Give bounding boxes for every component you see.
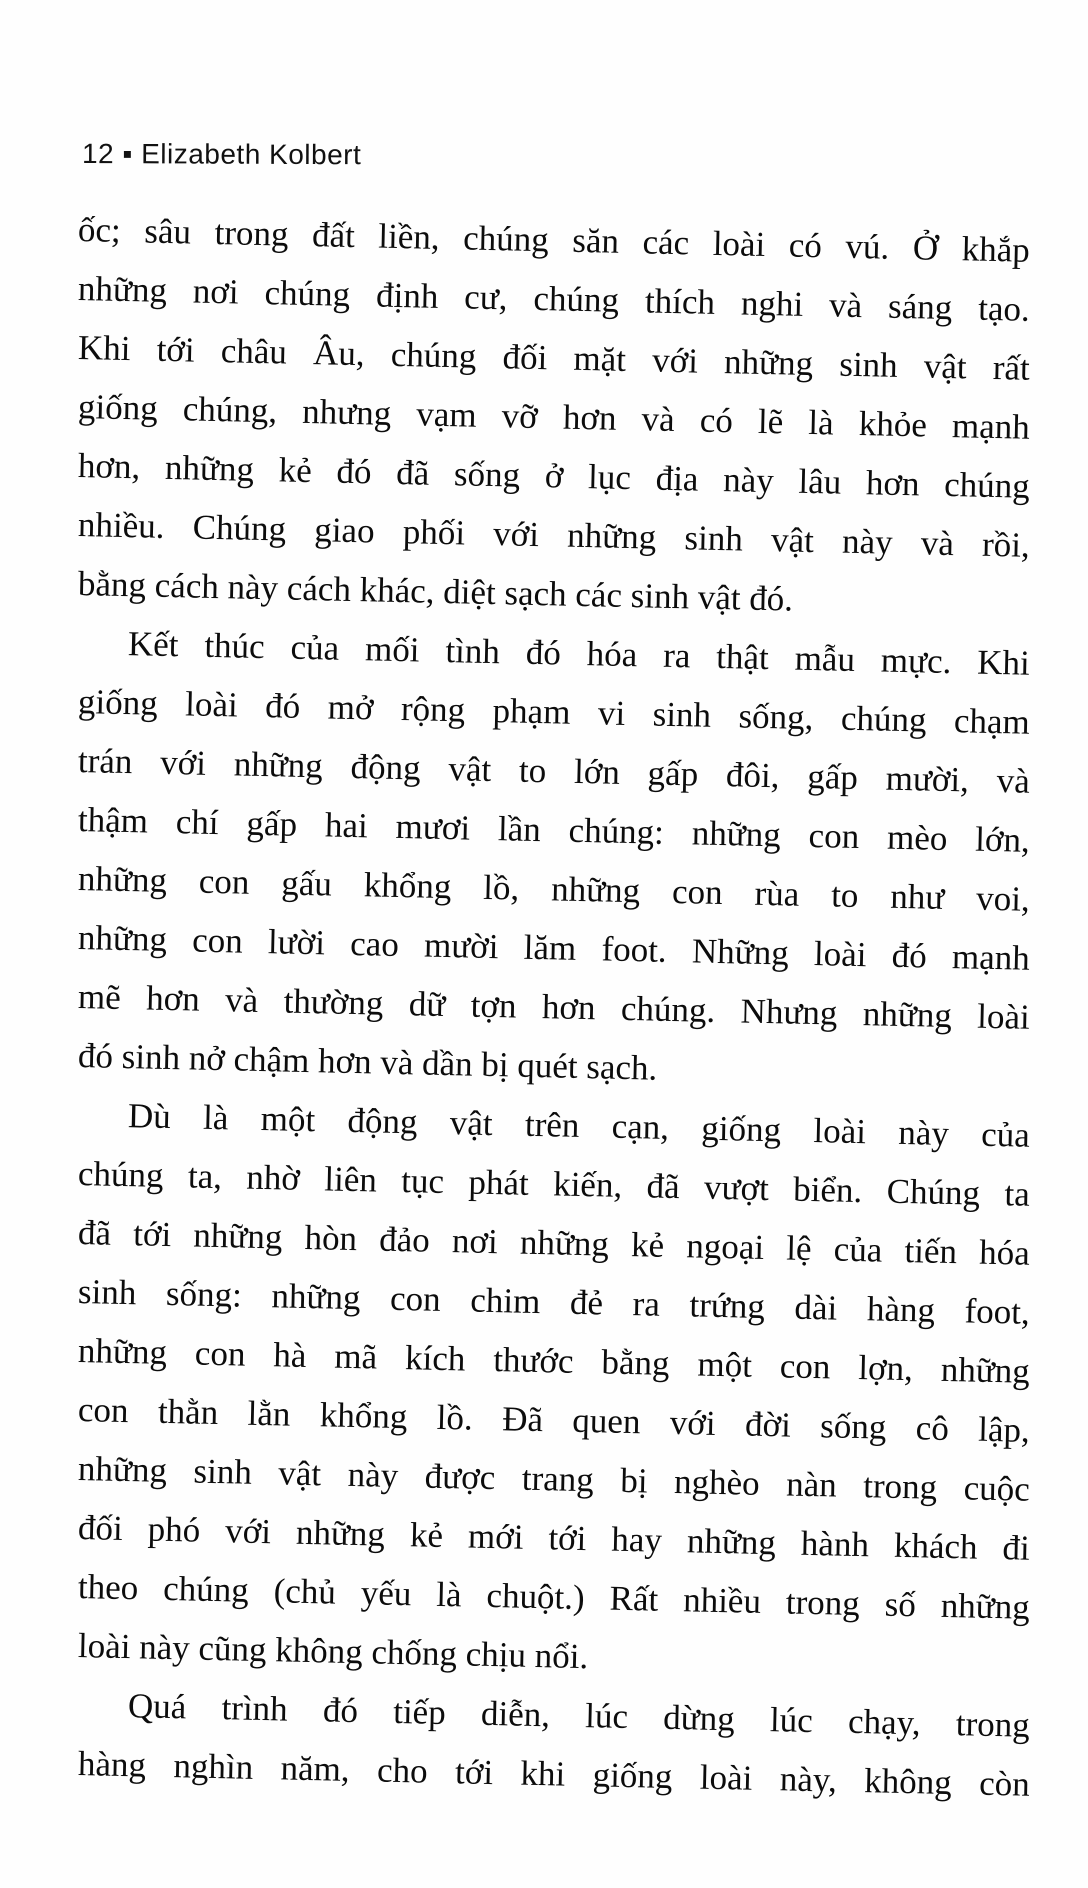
text-line: đối phó với những kẻ mới tới hay những hành khách đi [77,1508,1031,1568]
text-line: bằng cách này cách khác, diệt sạch các sinh vật đó. [77,564,794,619]
text-line: những con lười cao mười lăm foot. Những loài đó mạnh [77,918,1031,978]
text-line: những con hà mã kích thước bằng một con lợn, những [77,1331,1031,1391]
text-line: nhiều. Chúng giao phối với những sinh vật này và rồi, [77,505,1031,565]
page-body [77,200,1031,1804]
text-line: mẽ hơn và thường dữ tợn hơn chúng. Nhưng những loài [77,977,1031,1037]
text-line: đó sinh nở chậm hơn và dần bị quét sạch. [77,1036,658,1088]
text-line: Dù là một động vật trên cạn, giống loài này của [127,1096,1031,1155]
text-line: những sinh vật này được trang bị nghèo nàn trong cuộc [77,1449,1031,1509]
text-line: Quá trình đó tiếp diễn, lúc dừng lúc chạy, trong [127,1686,1031,1745]
text-line: loài này cũng không chống chịu nổi. [77,1626,589,1677]
text-line: theo chúng (chủ yếu là chuột.) Rất nhiều trong số những [77,1567,1031,1627]
text-line: những con gấu khổng lồ, những con rùa to như voi, [77,859,1031,919]
text-line: giống chúng, nhưng vạm vỡ hơn và có lẽ là khỏe mạnh [77,387,1031,447]
text-line: sinh sống: những con chim đẻ ra trứng dài hàng foot, [77,1272,1031,1332]
text-line: Kết thúc của mối tình đó hóa ra thật mẫu mực. Khi [127,624,1031,683]
running-head: 12 ▪ Elizabeth Kolbert [81,138,362,171]
text-line: hơn, những kẻ đó đã sống ở lục địa này lâu hơn chúng [77,446,1031,506]
text-line: những nơi chúng định cư, chúng thích nghi và sáng tạo. [77,269,1031,329]
text-line: Khi tới châu Âu, chúng đối mặt với những sinh vật rất [77,328,1031,388]
text-line: đã tới những hòn đảo nơi những kẻ ngoại lệ của tiến hóa [77,1213,1031,1273]
text-line: chúng ta, nhờ liên tục phát kiến, đã vượt biển. Chúng ta [77,1154,1031,1214]
text-line: con thằn lằn khổng lồ. Đã quen với đời sống cô lập, [77,1390,1031,1450]
text-line: giống loài đó mở rộng phạm vi sinh sống, chúng chạm [77,682,1031,742]
text-line: thậm chí gấp hai mươi lần chúng: những con mèo lớn, [77,800,1031,860]
text-line: hàng nghìn năm, cho tới khi giống loài này, không còn [77,1744,1031,1804]
text-line: ốc; sâu trong đất liền, chúng săn các loài có vú. Ở khắp [77,210,1031,270]
text-line: trán với những động vật to lớn gấp đôi, gấp mười, và [77,741,1031,801]
